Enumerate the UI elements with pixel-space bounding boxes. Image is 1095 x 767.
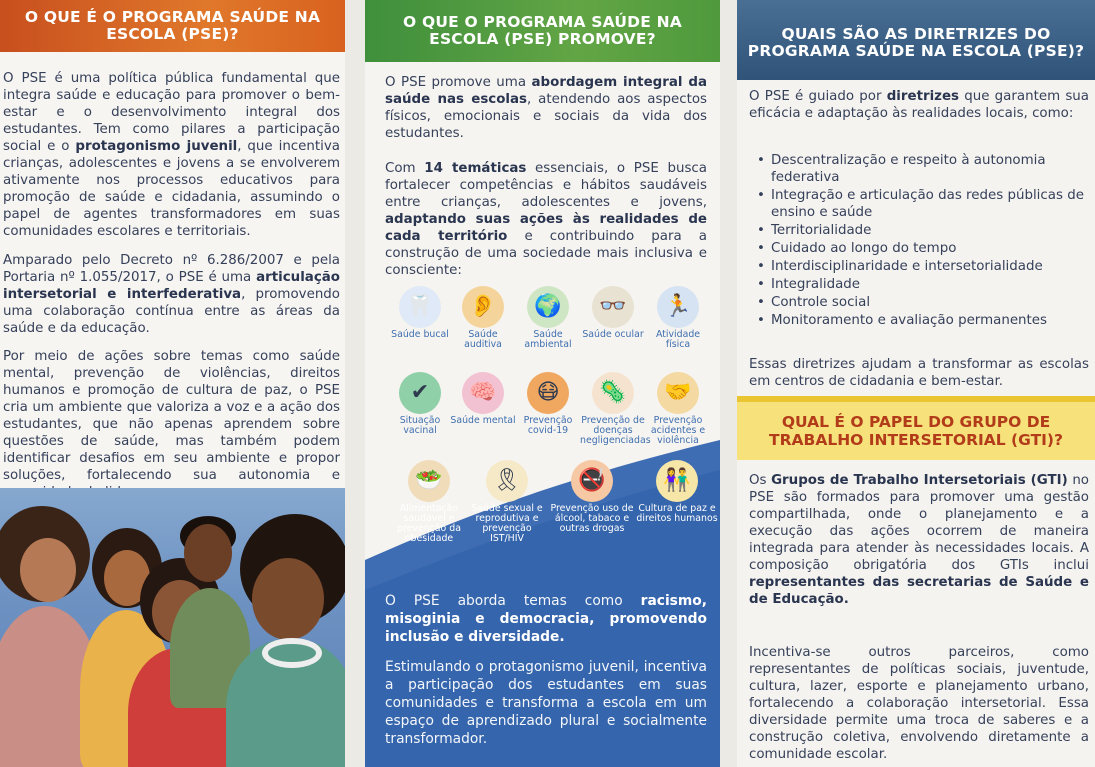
bold-text: protagonismo juvenil xyxy=(75,139,238,154)
text-run: Estimulando o protagonismo juvenil, incentiva a participação dos estudantes em suas comunidades e transforma a escola em um espaço de aprendizado plural e socialmente transformador. xyxy=(385,659,707,747)
text-run: O PSE é uma política pública fundamental que integra saúde e educação para promover o bem-estar e o desenvolvimento integral dos estudantes. Tem como pilares a participação social e o xyxy=(3,71,340,154)
theme-label: Cultura de paz e direitos humanos xyxy=(636,503,718,524)
bold-text: representantes das secretarias de Saúde e de Educação. xyxy=(749,575,1089,607)
guideline-item: • Cuidado ao longo do tempo xyxy=(755,240,1091,257)
theme-item xyxy=(387,372,453,436)
students-photo xyxy=(0,488,345,767)
theme-item xyxy=(645,286,711,350)
theme-label: Prevenção uso de álcool, tabaco e outras drogas xyxy=(550,503,634,534)
middle-paragraph-1 xyxy=(385,74,707,142)
middle-paragraph-3 xyxy=(385,592,707,646)
people-icon: 👫 xyxy=(656,460,698,502)
guideline-item: • Integralidade xyxy=(755,276,1091,293)
theme-item xyxy=(635,460,719,524)
bold-text: Grupos de Trabalho Intersetoriais (GTI) xyxy=(771,473,1068,488)
left-panel-title: O QUE É O PROGRAMA SAÚDE NA ESCOLA (PSE)? xyxy=(0,0,345,52)
bold-text: diretrizes xyxy=(886,89,960,104)
theme-label: Saúde ocular xyxy=(582,329,644,340)
theme-item xyxy=(465,460,549,544)
theme-label: Saúde mental xyxy=(450,415,516,426)
middle-panel-title: O QUE O PROGRAMA SAÚDE NA ESCOLA (PSE) PROMOVE? xyxy=(365,0,720,62)
fold-gutter-right xyxy=(720,0,737,767)
brain-icon: 🧠 xyxy=(462,372,504,414)
right-paragraph-4 xyxy=(749,644,1089,763)
text-run: , promovendo uma colaboração contínua entre as áreas da saúde e da educação. xyxy=(3,287,340,336)
text-run: Essas diretrizes ajudam a transformar as escolas em centros de cidadania e bem-estar. xyxy=(749,357,1089,389)
theme-item xyxy=(387,286,453,340)
text-run: , que incentiva crianças, adolescentes e jovens a se envolverem ativamente nos processos educativos para promoção de saúde e cidadania, assumindo o papel de agentes transformadores em suas comunidades escolares e territoriais. xyxy=(3,139,340,239)
globe-icon: 🌍 xyxy=(527,286,569,328)
vaccine-check-icon: ✔ xyxy=(399,372,441,414)
left-panel xyxy=(0,0,345,767)
gti-section-title: QUAL É O PAPEL DO GRUPO DE TRABALHO INTERSETORIAL (GTI)? xyxy=(737,396,1095,460)
mask-icon: 😷 xyxy=(527,372,569,414)
theme-item xyxy=(387,460,471,544)
bold-text: abordagem integral da saúde nas escolas xyxy=(385,75,707,107)
bold-text: articulação intersetorial e interfederativa xyxy=(3,270,340,302)
left-paragraph-1 xyxy=(3,70,340,240)
theme-label: Prevenção acidentes e violência xyxy=(650,415,706,446)
right-panel xyxy=(737,0,1095,767)
text-run: Amparado pelo Decreto nº 6.286/2007 e pela Portaria nº 1.055/2017, o PSE é uma xyxy=(3,253,340,285)
jump-rope-icon: 🏃 xyxy=(657,286,699,328)
eye-chart-icon: 👓 xyxy=(592,286,634,328)
text-run: que garantem sua eficácia e adaptação às realidades locais, como: xyxy=(749,89,1089,121)
bold-text: adaptando suas ações às realidades de cada território xyxy=(385,212,707,244)
right-paragraph-1 xyxy=(749,88,1089,122)
right-paragraph-3 xyxy=(749,472,1089,608)
guideline-item: • Controle social xyxy=(755,294,1091,311)
ribbon-icon: 🎗 xyxy=(486,460,528,502)
bold-text: racismo, misoginia e democracia, promovendo inclusão e diversidade. xyxy=(385,593,707,645)
middle-paragraph-2 xyxy=(385,160,707,279)
theme-label: Prevenção covid-19 xyxy=(523,415,573,436)
middle-paragraph-4 xyxy=(385,658,707,748)
guidelines-list xyxy=(755,152,1091,330)
theme-item xyxy=(450,372,516,426)
fold-gutter-left xyxy=(345,0,365,767)
guideline-item: • Monitoramento e avaliação permanentes xyxy=(755,312,1091,329)
left-paragraph-3 xyxy=(3,348,340,501)
text-run: Incentiva-se outros parceiros, como representantes de políticas sociais, juventude, cultura, lazer, esporte e planejamento urbano, fortalecendo a colaboração intersetorial. Essa diversidade permite uma troca de saberes e a construção coletiva, envolvendo diretamente a comunidade escolar. xyxy=(749,645,1089,762)
text-run: , atendendo aos aspectos físicos, emocionais e sociais da vida dos estudantes. xyxy=(385,92,707,141)
right-panel-title: QUAIS SÃO AS DIRETRIZES DO PROGRAMA SAÚDE NA ESCOLA (PSE)? xyxy=(737,0,1095,80)
ear-icon: 👂 xyxy=(462,286,504,328)
hands-icon: 🤝 xyxy=(657,372,699,414)
theme-label: Saúde ambiental xyxy=(524,329,572,350)
virus-icon: 🦠 xyxy=(592,372,634,414)
theme-label: Saúde sexual e reprodutiva e prevenção IST/HIV xyxy=(471,503,543,544)
left-paragraph-2 xyxy=(3,252,340,337)
tooth-icon: 🦷 xyxy=(399,286,441,328)
theme-item xyxy=(450,286,516,350)
text-run: no PSE são formados para promover uma gestão compartilhada, onde o planejamento e a execução das ações ocorrem de maneira integrada para atender às necessidades locais. A composição obrigatória dos GTIs inclui xyxy=(749,473,1089,573)
theme-item xyxy=(580,372,651,446)
theme-label: Alimentação saudável e prevenção da obesidade xyxy=(397,503,461,544)
theme-label: Saúde auditiva xyxy=(464,329,502,350)
food-icon: 🥗 xyxy=(408,460,450,502)
theme-item xyxy=(515,286,581,350)
theme-item xyxy=(550,460,634,534)
middle-panel xyxy=(365,0,720,767)
theme-label: Situação vacinal xyxy=(399,415,441,436)
text-run: O PSE promove uma xyxy=(385,75,532,90)
guideline-item: • Interdisciplinaridade e intersetorialidade xyxy=(755,258,1091,275)
theme-label: Prevenção de doenças negligenciadas xyxy=(580,415,651,446)
theme-item xyxy=(645,372,711,446)
text-run: e contribuindo para a construção de uma sociedade mais inclusiva e consciente: xyxy=(385,229,708,278)
text-run: Por meio de ações sobre temas como saúde mental, prevenção de violências, direitos humanos e promoção de cultura de paz, o PSE cria um ambiente que valoriza a voz e a ação dos estudantes, que não apenas aprendem sobre questões de saúde, mas também podem identificar desafios em seu ambiente e propor soluções, fortalecendo sua autonomia e xyxy=(3,349,340,483)
right-paragraph-2 xyxy=(749,356,1089,390)
guideline-item: • Territorialidade xyxy=(755,222,1091,239)
guideline-item: • Descentralização e respeito à autonomia federativa xyxy=(755,152,1091,186)
text-run: O PSE aborda temas como xyxy=(385,593,641,609)
theme-label: Atividade física xyxy=(655,329,701,350)
text-run: O PSE é guiado por xyxy=(749,89,887,104)
text-run: essenciais, o PSE busca fortalecer competências e hábitos saudáveis entre crianças, adolescentes e jovens, xyxy=(385,161,707,210)
guideline-item: • Integração e articulação das redes públicas de ensino e saúde xyxy=(755,187,1091,221)
theme-item xyxy=(515,372,581,436)
no-smoking-icon: 🚭 xyxy=(571,460,613,502)
theme-item xyxy=(580,286,646,340)
bold-text: 14 temáticas xyxy=(424,161,527,176)
text-run: Os xyxy=(749,473,772,488)
text-run: Com xyxy=(385,161,425,176)
theme-label: Saúde bucal xyxy=(391,329,449,340)
